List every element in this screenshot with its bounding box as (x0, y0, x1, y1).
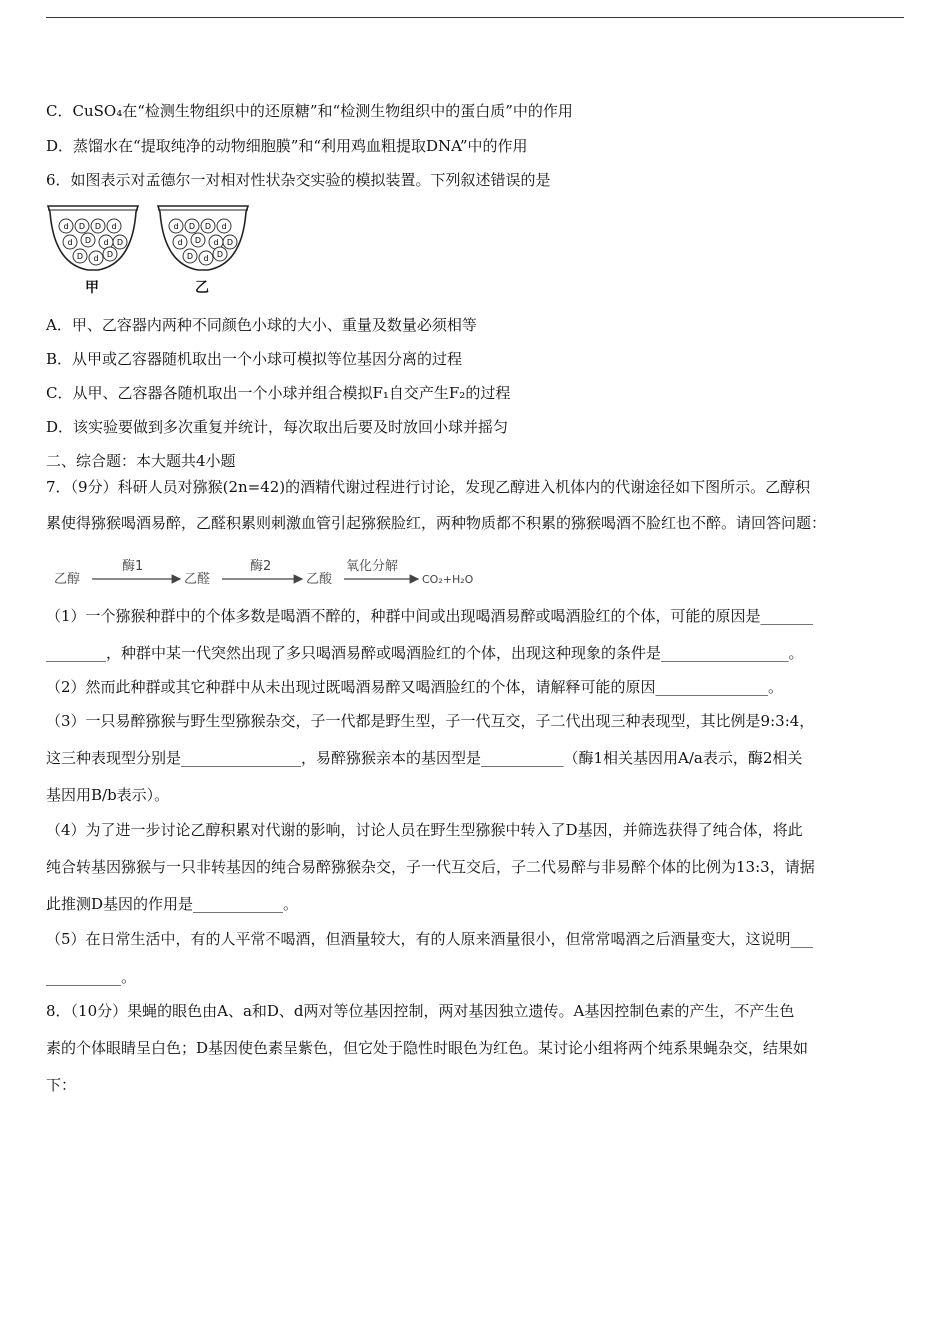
section-2-heading: 二、综合题：本大题共4小题 (46, 452, 236, 470)
ball-label-jia-10: D (106, 250, 114, 259)
q7-part2: （2）然而此种群或其它种群中从未出现过既喝酒易醉又喝酒脸红的个体，请解释可能的原因_______________。 (46, 678, 784, 696)
ball-label-yi-5: D (194, 236, 202, 245)
option-6a: A．甲、乙容器内两种不同颜色小球的大小、重量及数量必须相等 (46, 316, 477, 334)
question-7-line-2: 累使得猕猴喝酒易醉，乙醛积累则刺激血管引起猕猴脸红，两种物质都不积累的猕猴喝酒不脸红也不醉。请回答问题： (46, 514, 827, 532)
question-6-stem: 6．如图表示对孟德尔一对相对性状杂交实验的模拟装置。下列叙述错误的是 (46, 171, 551, 189)
ball-label-jia-6: d (103, 238, 109, 247)
q7-part5-line-b: __________。 (46, 968, 137, 986)
q7-part1-line-b: ________，种群中某一代突然出现了多只喝酒易醉或喝酒脸红的个体，出现这种现象的条件是_________________。 (46, 644, 804, 662)
pathway-co2-h2o: CO₂+H₂O (422, 573, 474, 586)
ball-label-yi-4: d (177, 238, 183, 247)
question-7-line-1: 7．（9分）科研人员对猕猴(2n=42)的酒精代谢过程进行讨论，发现乙醇进入机体内的代谢途径如下图所示。乙醇积 (46, 478, 811, 496)
label-jia: 甲 (85, 280, 99, 296)
question-8-line-2: 素的个体眼睛呈白色；D基因使色素呈紫色，但它处于隐性时眼色为红色。某讨论小组将两个纯系果蝇杂交，结果如 (46, 1039, 809, 1057)
ball-label-yi-3: d (221, 222, 227, 231)
q7-part1-line-a: （1）一个猕猴种群中的个体多数是喝酒不醉的，种群中间或出现喝酒易醉或喝酒脸红的个体，可能的原因是_______ (46, 607, 814, 625)
q7-part4-line-c: 此推测D基因的作用是____________。 (46, 895, 299, 913)
ball-label-yi-1: D (188, 222, 196, 231)
q7-part3-line-c: 基因用B/b表示）。 (46, 786, 170, 804)
question-8-line-3: 下： (46, 1076, 77, 1094)
ball-label-yi-10: D (216, 250, 224, 259)
option-6d: D．该实验要做到多次重复并统计，每次取出后要及时放回小球并摇匀 (46, 418, 509, 436)
label-yi: 乙 (195, 280, 209, 296)
ball-label-jia-7: D (116, 238, 124, 247)
ball-label-yi-8: D (186, 252, 194, 261)
q7-part5-line-a: （5）在日常生活中，有的人平常不喝酒，但酒量较大，有的人原来酒量很小，但常常喝酒之后酒量变大，这说明___ (46, 930, 814, 948)
ball-label-jia-8: D (76, 252, 84, 261)
option-6c: C．从甲、乙容器各随机取出一个小球并组合模拟F₁自交产生F₂的过程 (46, 384, 511, 402)
bowl-figure (46, 202, 256, 298)
ethanol-pathway (52, 555, 492, 591)
ball-label-yi-9: d (203, 254, 209, 263)
pathway-enzyme-1: 酶1 (122, 559, 144, 574)
ball-label-yi-6: d (213, 238, 219, 247)
option-6b: B．从甲或乙容器随机取出一个小球可模拟等位基因分离的过程 (46, 350, 463, 368)
ball-label-jia-9: d (93, 254, 99, 263)
pathway-acetic-acid: 乙酸 (306, 572, 333, 587)
ball-label-jia-1: D (78, 222, 86, 231)
ball-label-yi-7: D (226, 238, 234, 247)
ball-label-jia-0: d (63, 222, 69, 231)
ball-label-jia-3: d (111, 222, 117, 231)
ball-label-jia-5: D (84, 236, 92, 245)
q7-part3-line-a: （3）一只易醉猕猴与野生型猕猴杂交，子一代都是野生型，子一代互交，子二代出现三种表现型，其比例是9:3:4， (46, 712, 815, 730)
header-rule (46, 17, 904, 18)
q7-part3-line-b: 这三种表现型分别是________________，易醉猕猴亲本的基因型是___________（酶1相关基因用A/a表示，酶2相关 (46, 749, 803, 767)
q7-part4-line-b: 纯合转基因猕猴与一只非转基因的纯合易醉猕猴杂交，子一代互交后，子二代易醉与非易醉个体的比例为13:3，请据 (46, 858, 815, 876)
option-d-water: D．蒸馏水在“提取纯净的动物细胞膜”和“利用鸡血粗提取DNA”中的作用 (46, 137, 528, 155)
ball-label-yi-2: D (204, 222, 212, 231)
pathway-oxidation: 氧化分解 (346, 559, 399, 574)
q7-part4-line-a: （4）为了进一步讨论乙醇积累对代谢的影响，讨论人员在野生型猕猴中转入了D基因，并筛选获得了纯合体，将此 (46, 821, 803, 839)
pathway-enzyme-2: 酶2 (250, 559, 272, 574)
pathway-ethanol: 乙醇 (54, 572, 81, 587)
ball-label-jia-4: d (67, 238, 73, 247)
pathway-acetaldehyde: 乙醛 (184, 572, 211, 587)
question-8-line-1: 8．（10分）果蝇的眼色由A、a和D、d两对等位基因控制，两对基因独立遗传。A基因控制色素的产生，不产生色 (46, 1002, 795, 1020)
ball-label-jia-2: D (94, 222, 102, 231)
option-c-cuso4: C．CuSO₄在“检测生物组织中的还原糖”和“检测生物组织中的蛋白质”中的作用 (46, 102, 573, 120)
ball-label-yi-0: d (173, 222, 179, 231)
